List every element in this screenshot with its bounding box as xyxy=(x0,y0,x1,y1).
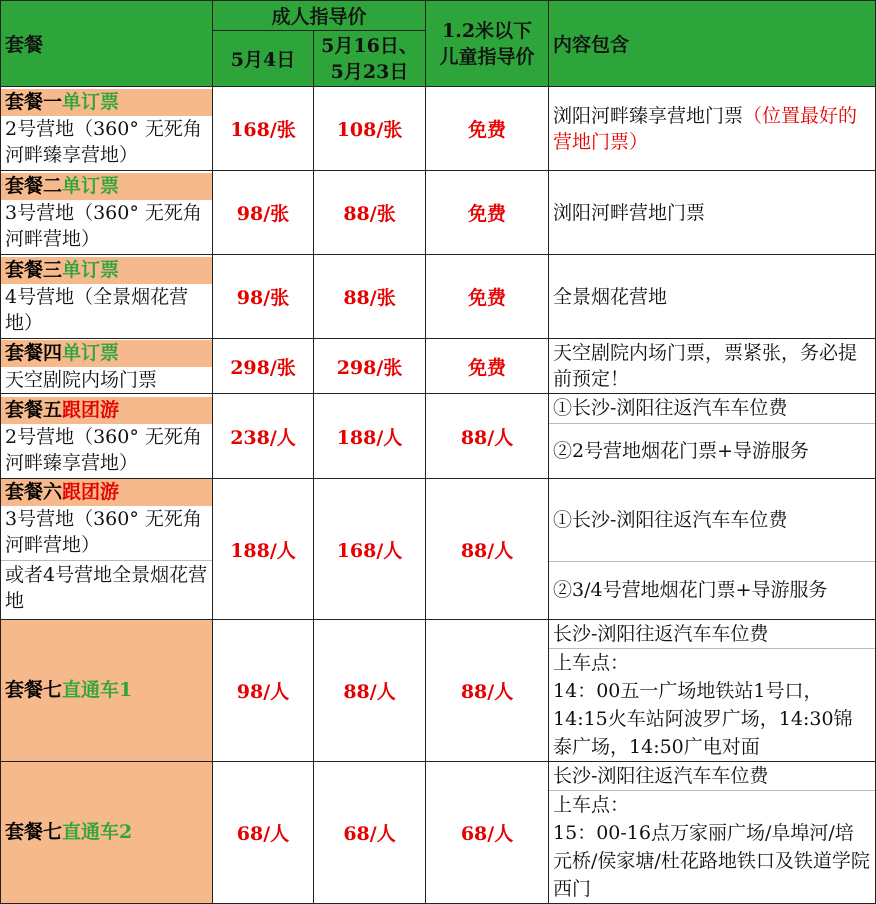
content-cell: 全景烟花营地 xyxy=(549,255,876,339)
package-cell xyxy=(1,394,213,479)
package-desc: 2号营地（360° 无死角河畔臻享营地） xyxy=(5,118,202,166)
package-name: 套餐六跟团游 xyxy=(1,479,212,506)
package-cell xyxy=(1,339,213,394)
price-may4: 68/人 xyxy=(213,762,314,904)
table-row xyxy=(1,171,876,255)
content-line-a: 长沙-浏阳往返汽车车位费 xyxy=(553,765,769,787)
content-line-b xyxy=(549,648,875,761)
child-price: 88/人 xyxy=(426,479,549,620)
content-line-b: ②2号营地烟花门票+导游服务 xyxy=(549,423,875,478)
price-may4: 98/人 xyxy=(213,620,314,762)
child-price: 68/人 xyxy=(426,762,549,904)
package-name: 套餐四单订票 xyxy=(1,340,212,367)
price-may4: 168/张 xyxy=(213,87,314,171)
header-child-price xyxy=(426,1,549,87)
boarding-body: 15：00-16点万家丽广场/阜埠河/培元桥/侯家塘/杜花路地铁口及铁道学院西门 xyxy=(553,822,870,900)
boarding-title: 上车点： xyxy=(553,794,630,816)
child-price: 88/人 xyxy=(426,394,549,479)
content-cell xyxy=(549,620,876,762)
package-desc: 3号营地（360° 无死角河畔营地） xyxy=(5,508,202,556)
header-child-line1: 1.2米以下 xyxy=(441,19,533,42)
content-line-a: ①长沙-浏阳往返汽车车位费 xyxy=(553,509,788,531)
table-row xyxy=(1,394,876,479)
boarding-title: 上车点： xyxy=(553,652,630,674)
child-price: 免费 xyxy=(426,171,549,255)
price-may16: 88/张 xyxy=(314,171,426,255)
package-desc-alt: 或者4号营地全景烟花营地 xyxy=(1,560,212,619)
price-may16: 168/人 xyxy=(314,479,426,620)
content-line-a: ①长沙-浏阳往返汽车车位费 xyxy=(553,397,788,419)
price-may16: 68/人 xyxy=(314,762,426,904)
price-may16: 298/张 xyxy=(314,339,426,394)
child-price: 免费 xyxy=(426,339,549,394)
table-row xyxy=(1,620,876,762)
content-cell xyxy=(549,762,876,904)
header-adult-price: 成人指导价 xyxy=(213,1,426,31)
package-cell xyxy=(1,171,213,255)
price-may16: 88/张 xyxy=(314,255,426,339)
package-name: 套餐一单订票 xyxy=(1,89,212,116)
price-may4: 298/张 xyxy=(213,339,314,394)
content-cell: 天空剧院内场门票，票紧张，务必提前预定！ xyxy=(549,339,876,394)
child-price: 免费 xyxy=(426,255,549,339)
header-date1: 5月4日 xyxy=(213,31,314,87)
package-name: 套餐三单订票 xyxy=(1,257,212,284)
package-name: 套餐二单订票 xyxy=(1,173,212,200)
price-may16: 108/张 xyxy=(314,87,426,171)
package-name: 套餐五跟团游 xyxy=(1,397,212,424)
child-price: 免费 xyxy=(426,87,549,171)
child-price: 88/人 xyxy=(426,620,549,762)
content-line-a: 长沙-浏阳往返汽车车位费 xyxy=(553,623,769,645)
header-date2 xyxy=(314,31,426,87)
package-desc: 2号营地（360° 无死角河畔臻享营地） xyxy=(5,425,202,474)
package-desc: 3号营地（360° 无死角河畔营地） xyxy=(5,202,202,250)
package-cell: 套餐七直通车2 xyxy=(1,762,213,904)
price-may4: 98/张 xyxy=(213,171,314,255)
package-cell: 套餐七直通车1 xyxy=(1,620,213,762)
price-may4: 98/张 xyxy=(213,255,314,339)
package-cell xyxy=(1,479,213,620)
table-row xyxy=(1,479,876,620)
table-row xyxy=(1,87,876,171)
table-row xyxy=(1,339,876,394)
content-cell xyxy=(549,394,876,479)
price-may16: 88/人 xyxy=(314,620,426,762)
table-row xyxy=(1,762,876,904)
boarding-body: 14：00五一广场地铁站1号口，14:15火车站阿波罗广场，14:30锦泰广场，14:50广电对面 xyxy=(553,680,853,758)
header-package: 套餐 xyxy=(1,1,213,87)
header-date2-line2: 5月23日 xyxy=(330,60,409,83)
price-may4: 238/人 xyxy=(213,394,314,479)
content-line-b: ②3/4号营地烟花门票+导游服务 xyxy=(549,561,875,619)
content-cell: 浏阳河畔臻享营地门票（位置最好的营地门票） xyxy=(549,87,876,171)
table-row xyxy=(1,255,876,339)
price-may16: 188/人 xyxy=(314,394,426,479)
package-desc: 4号营地（全景烟花营地） xyxy=(5,286,189,334)
price-may4: 188/人 xyxy=(213,479,314,620)
header-date2-line1: 5月16日、 xyxy=(321,34,418,57)
content-cell: 浏阳河畔营地门票 xyxy=(549,171,876,255)
header-content: 内容包含 xyxy=(549,1,876,87)
content-cell xyxy=(549,479,876,620)
content-line-b xyxy=(549,790,875,903)
package-cell xyxy=(1,87,213,171)
header-child-line2: 儿童指导价 xyxy=(439,45,535,68)
package-desc: 天空剧院内场门票 xyxy=(5,368,158,391)
package-cell xyxy=(1,255,213,339)
